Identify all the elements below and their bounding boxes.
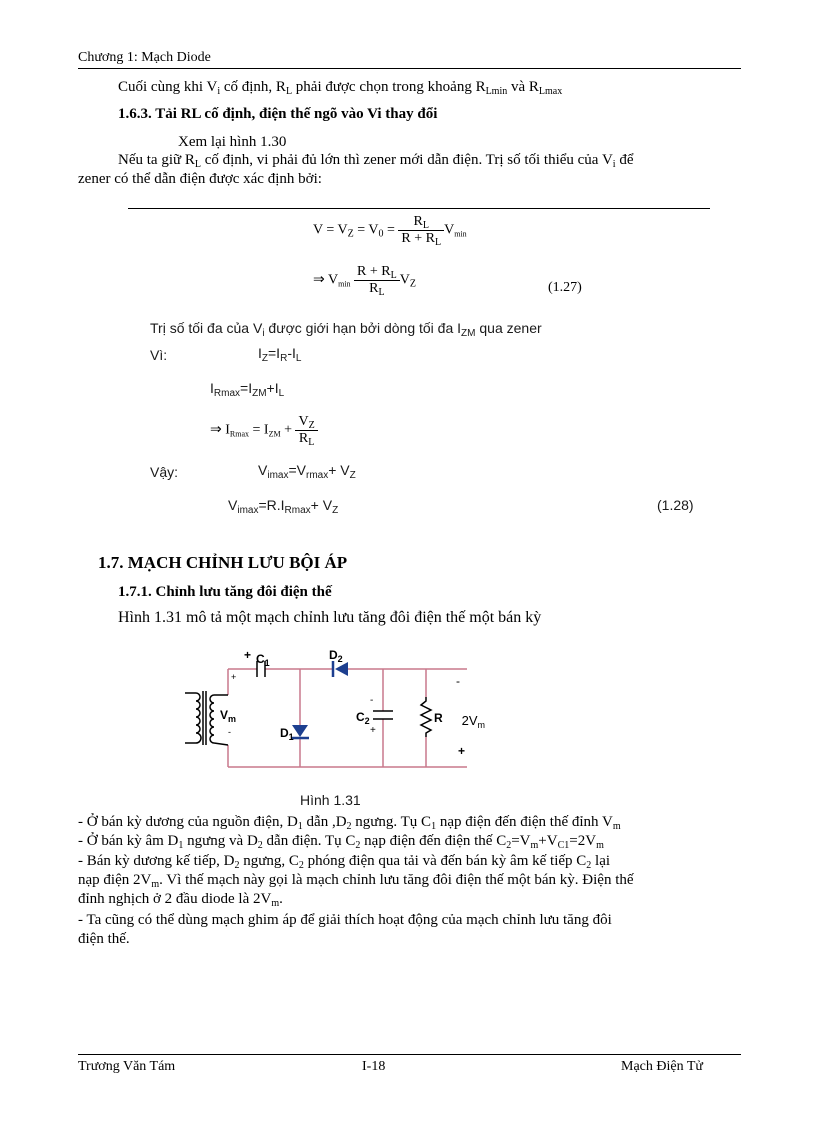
- secondary-minus-sign: -: [228, 727, 231, 737]
- footer-author: Trương Văn Tám: [78, 1059, 176, 1074]
- c2-plus-sign: +: [370, 725, 376, 736]
- equation-iz: $I_Z=I_R-I_L$: [258, 345, 302, 364]
- equation-number-1-27: (1.27): [548, 280, 582, 295]
- vay-label: Vậy:: [150, 464, 179, 480]
- bullet-2: - Ở bán kỳ âm $D_1$ ngưng và $D_2$ dẫn điện. Tụ $C_2$ nạp điện đến điện thế $C_2=V_m+V_{C1}=2V_m$: [78, 833, 604, 851]
- vi-label: Vì:: [150, 347, 168, 363]
- output-minus-sign: -: [456, 674, 460, 688]
- equation-number-1-28: (1.28): [657, 497, 694, 513]
- bullet-3-line-2: nạp điện $2V_m$. Vì thế mạch này gọi là mạch chỉnh lưu tăng đôi điện thế một bán kỳ. Điện thế: [78, 872, 634, 890]
- header-rule: [78, 68, 741, 69]
- output-plus-sign: +: [458, 744, 466, 758]
- equation-irmax: $I_{Rmax}=I_{ZM}+I_L$: [210, 380, 285, 399]
- bullet-3-line-1: - Bán kỳ dương kế tiếp, $D_2$ ngưng, $C_2$ phóng điện qua tải và đến bán kỳ âm kế tiếp $C_2$ lại: [78, 853, 611, 871]
- equation-2: ⇒ $V_{min}$ $\frac{R + R_L}{R_L}$ $V_Z$: [313, 264, 416, 298]
- output-voltage-label: $2V_m$: [461, 713, 485, 730]
- bullet-4-line-2: điện thế.: [78, 931, 130, 947]
- footer-page-number: I-18: [362, 1059, 386, 1074]
- capacitor-c2-icon: [373, 711, 393, 719]
- paragraph-line-2: zener có thể dẫn điện được xác định bởi:: [78, 171, 322, 187]
- bullet-1: - Ở bán kỳ dương của nguồn điện, $D_1$ dẫn $,D_2$ ngưng. Tụ $C_1$ nạp điện đến điện thế đỉnh $V_m$: [78, 814, 621, 832]
- section-heading-1-7: 1.7. MẠCH CHỈNH LƯU BỘI ÁP: [98, 553, 348, 572]
- vm-label: $V_m$: [220, 708, 237, 724]
- c1-label: $C_1$: [256, 652, 270, 668]
- footer-subject: Mạch Điện Tử: [621, 1059, 703, 1074]
- d1-label: $D_1$: [280, 726, 294, 742]
- page-header: Chương 1: Mạch Diode: [78, 50, 211, 65]
- equation-vimax-1: $V_{imax}=V_{rmax}+ V_Z$: [258, 462, 356, 481]
- see-figure-note: Xem lại hình 1.30: [178, 134, 287, 150]
- section-heading-1-7-1: 1.7.1. Chỉnh lưu tăng đôi điện thế: [118, 584, 332, 600]
- equation-3: ⇒ $I_{Rmax} = I_{ZM}$ + $\frac{V_Z}{R_L}$: [210, 414, 318, 447]
- equation-vimax-2: $V_{imax}=R.I_{Rmax}+ V_Z$: [228, 497, 339, 516]
- max-value-text: Trị số tối đa của $V_i$ được giới hạn bởi dòng tối đa $I_{ZM}$ qua zener: [150, 320, 542, 339]
- equation-1: $V = V_Z = V_0$ = $\frac{R_L}{R + R_L}$ $V_{min}$: [313, 214, 467, 248]
- bullet-3-line-3: đỉnh nghịch ở 2 đầu diode là $2V_m$.: [78, 891, 283, 909]
- d2-label: $D_2$: [329, 648, 343, 664]
- r-label: R: [434, 711, 443, 725]
- equation-block-rule: [128, 208, 710, 209]
- c2-label: $C_2$: [356, 710, 370, 726]
- figure-description: Hình 1.31 mô tả một mạch chỉnh lưu tăng đôi điện thế một bán kỳ: [118, 609, 542, 626]
- bullet-4-line-1: - Ta cũng có thể dùng mạch ghim áp để giải thích hoạt động của mạch chỉnh lưu tăng đôi: [78, 912, 612, 928]
- resistor-r-icon: [421, 697, 431, 737]
- diode-d1-icon: [291, 725, 309, 738]
- figure-caption: Hình 1.31: [300, 792, 361, 808]
- c1-plus-sign: +: [244, 648, 252, 662]
- section-heading-1-6-3: 1.6.3. Tải RL cố định, điện thế ngõ vào Vi thay đổi: [118, 106, 438, 122]
- intro-line: Cuối cùng khi $V_i$ cố định, $R_L$ phải được chọn trong khoảng $R_{Lmin}$ và $R_{Lmax}$: [118, 79, 563, 97]
- voltage-doubler-circuit: [170, 645, 485, 775]
- paragraph-line-1: Nếu ta giữ $R_L$ cố định, vi phải đủ lớn thì zener mới dẫn điện. Trị số tối thiểu của $V_i$ để: [118, 152, 634, 170]
- footer-rule: [78, 1054, 741, 1055]
- secondary-plus-sign: +: [231, 672, 237, 682]
- c2-minus-sign: -: [370, 695, 374, 706]
